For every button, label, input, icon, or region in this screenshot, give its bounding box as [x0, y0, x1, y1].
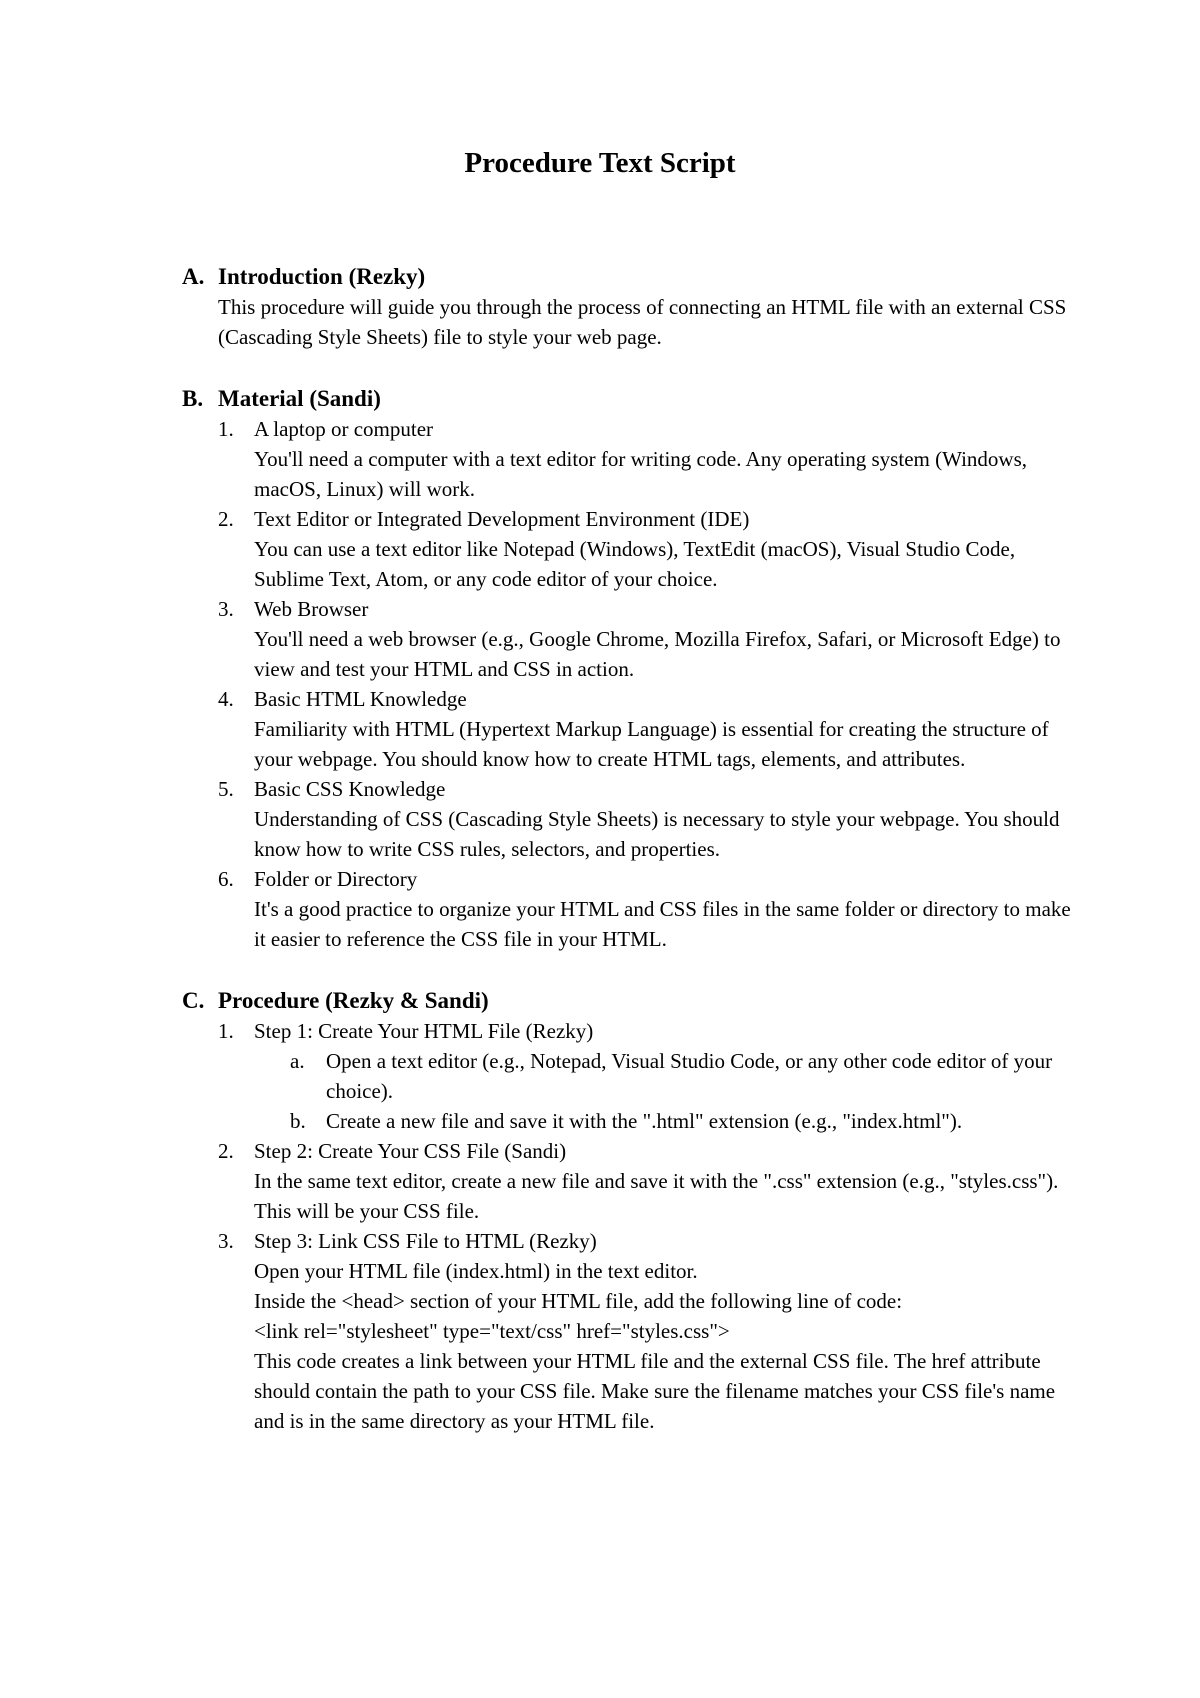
sub-item-text: Open a text editor (e.g., Notepad, Visual Studio Code, or any other code editor of your choice). [326, 1049, 1053, 1103]
sub-item-letter: a. [290, 1049, 305, 1073]
item-number: 1. [218, 417, 234, 441]
item-line: Open your HTML file (index.html) in the text editor. [254, 1259, 698, 1283]
section-letter: B. [182, 386, 204, 411]
section-heading [182, 986, 1082, 1016]
list-item [218, 1136, 1082, 1226]
sub-list [254, 1046, 1082, 1136]
item-body [254, 504, 1082, 594]
item-number: 2. [218, 1139, 234, 1163]
section-heading [182, 262, 1082, 292]
section-letter: C. [182, 988, 205, 1013]
item-body [254, 1226, 1082, 1436]
section-heading-text: Procedure (Rezky & Sandi) [218, 988, 489, 1013]
section-heading-text: Introduction (Rezky) [218, 264, 426, 289]
sub-list-item [290, 1046, 1082, 1106]
item-title: Step 3: Link CSS File to HTML (Rezky) [254, 1229, 597, 1253]
item-number: 1. [218, 1019, 234, 1043]
item-title: Basic HTML Knowledge [254, 687, 467, 711]
item-title: Text Editor or Integrated Development Environment (IDE) [254, 507, 750, 531]
sub-list-item [290, 1106, 1082, 1136]
sub-item-text: Create a new file and save it with the ".html" extension (e.g., "index.html"). [326, 1109, 963, 1133]
item-body [254, 774, 1082, 864]
item-line: This code creates a link between your HTML file and the external CSS file. The href attribute should contain the path to your CSS file. Make sure the filename matches your CSS file's name and is in the same directory as your HTML file. [254, 1349, 1056, 1433]
intro-paragraph: This procedure will guide you through the process of connecting an HTML file with an external CSS (Cascading Style Sheets) file to style your web page. [218, 295, 1067, 349]
list-item [218, 1226, 1082, 1436]
item-title: Basic CSS Knowledge [254, 777, 446, 801]
section-body [182, 292, 1082, 352]
item-body [254, 414, 1082, 504]
document-body [182, 262, 1082, 1436]
item-number: 3. [218, 1229, 234, 1253]
item-title: Step 1: Create Your HTML File (Rezky) [254, 1019, 594, 1043]
item-description: Understanding of CSS (Cascading Style Sheets) is necessary to style your webpage. You should know how to write CSS rules, selectors, and properties. [254, 807, 1060, 861]
item-body [254, 864, 1082, 954]
section-letter: A. [182, 264, 205, 289]
item-body [254, 1136, 1082, 1226]
section-procedure [182, 986, 1082, 1436]
item-description: You can use a text editor like Notepad (Windows), TextEdit (macOS), Visual Studio Code, Sublime Text, Atom, or any code editor of your choice. [254, 537, 1016, 591]
item-description: You'll need a web browser (e.g., Google Chrome, Mozilla Firefox, Safari, or Microsoft Edge) to view and test your HTML and CSS in action. [254, 627, 1061, 681]
list-item [218, 594, 1082, 684]
list-item [218, 414, 1082, 504]
item-description: Familiarity with HTML (Hypertext Markup Language) is essential for creating the structure of your webpage. You should know how to create HTML tags, elements, and attributes. [254, 717, 1049, 771]
item-number: 5. [218, 777, 234, 801]
list-item [218, 504, 1082, 594]
list-item [218, 1016, 1082, 1136]
item-body [254, 1016, 1082, 1136]
document-title: Procedure Text Script [464, 147, 736, 179]
section-introduction [182, 262, 1082, 352]
section-heading [182, 384, 1082, 414]
item-number: 2. [218, 507, 234, 531]
item-number: 6. [218, 867, 234, 891]
sub-item-letter: b. [290, 1109, 306, 1133]
list-item [218, 774, 1082, 864]
section-heading-text: Material (Sandi) [218, 386, 381, 411]
item-body [254, 684, 1082, 774]
list-item [218, 684, 1082, 774]
item-description: In the same text editor, create a new file and save it with the ".css" extension (e.g., "styles.css"). This will be your CSS file. [254, 1169, 1059, 1223]
material-list [182, 414, 1082, 954]
item-title: Folder or Directory [254, 867, 418, 891]
item-title: A laptop or computer [254, 417, 434, 441]
item-title: Step 2: Create Your CSS File (Sandi) [254, 1139, 567, 1163]
procedure-list [182, 1016, 1082, 1436]
item-body [254, 594, 1082, 684]
section-material [182, 384, 1082, 954]
item-number: 3. [218, 597, 234, 621]
item-number: 4. [218, 687, 234, 711]
code-snippet: <link rel="stylesheet" type="text/css" href="styles.css"> [254, 1319, 730, 1343]
item-description: It's a good practice to organize your HTML and CSS files in the same folder or directory to make it easier to reference the CSS file in your HTML. [254, 897, 1071, 951]
item-line: Inside the <head> section of your HTML file, add the following line of code: [254, 1289, 903, 1313]
list-item [218, 864, 1082, 954]
item-description: You'll need a computer with a text editor for writing code. Any operating system (Windows, macOS, Linux) will work. [254, 447, 1027, 501]
item-title: Web Browser [254, 597, 369, 621]
